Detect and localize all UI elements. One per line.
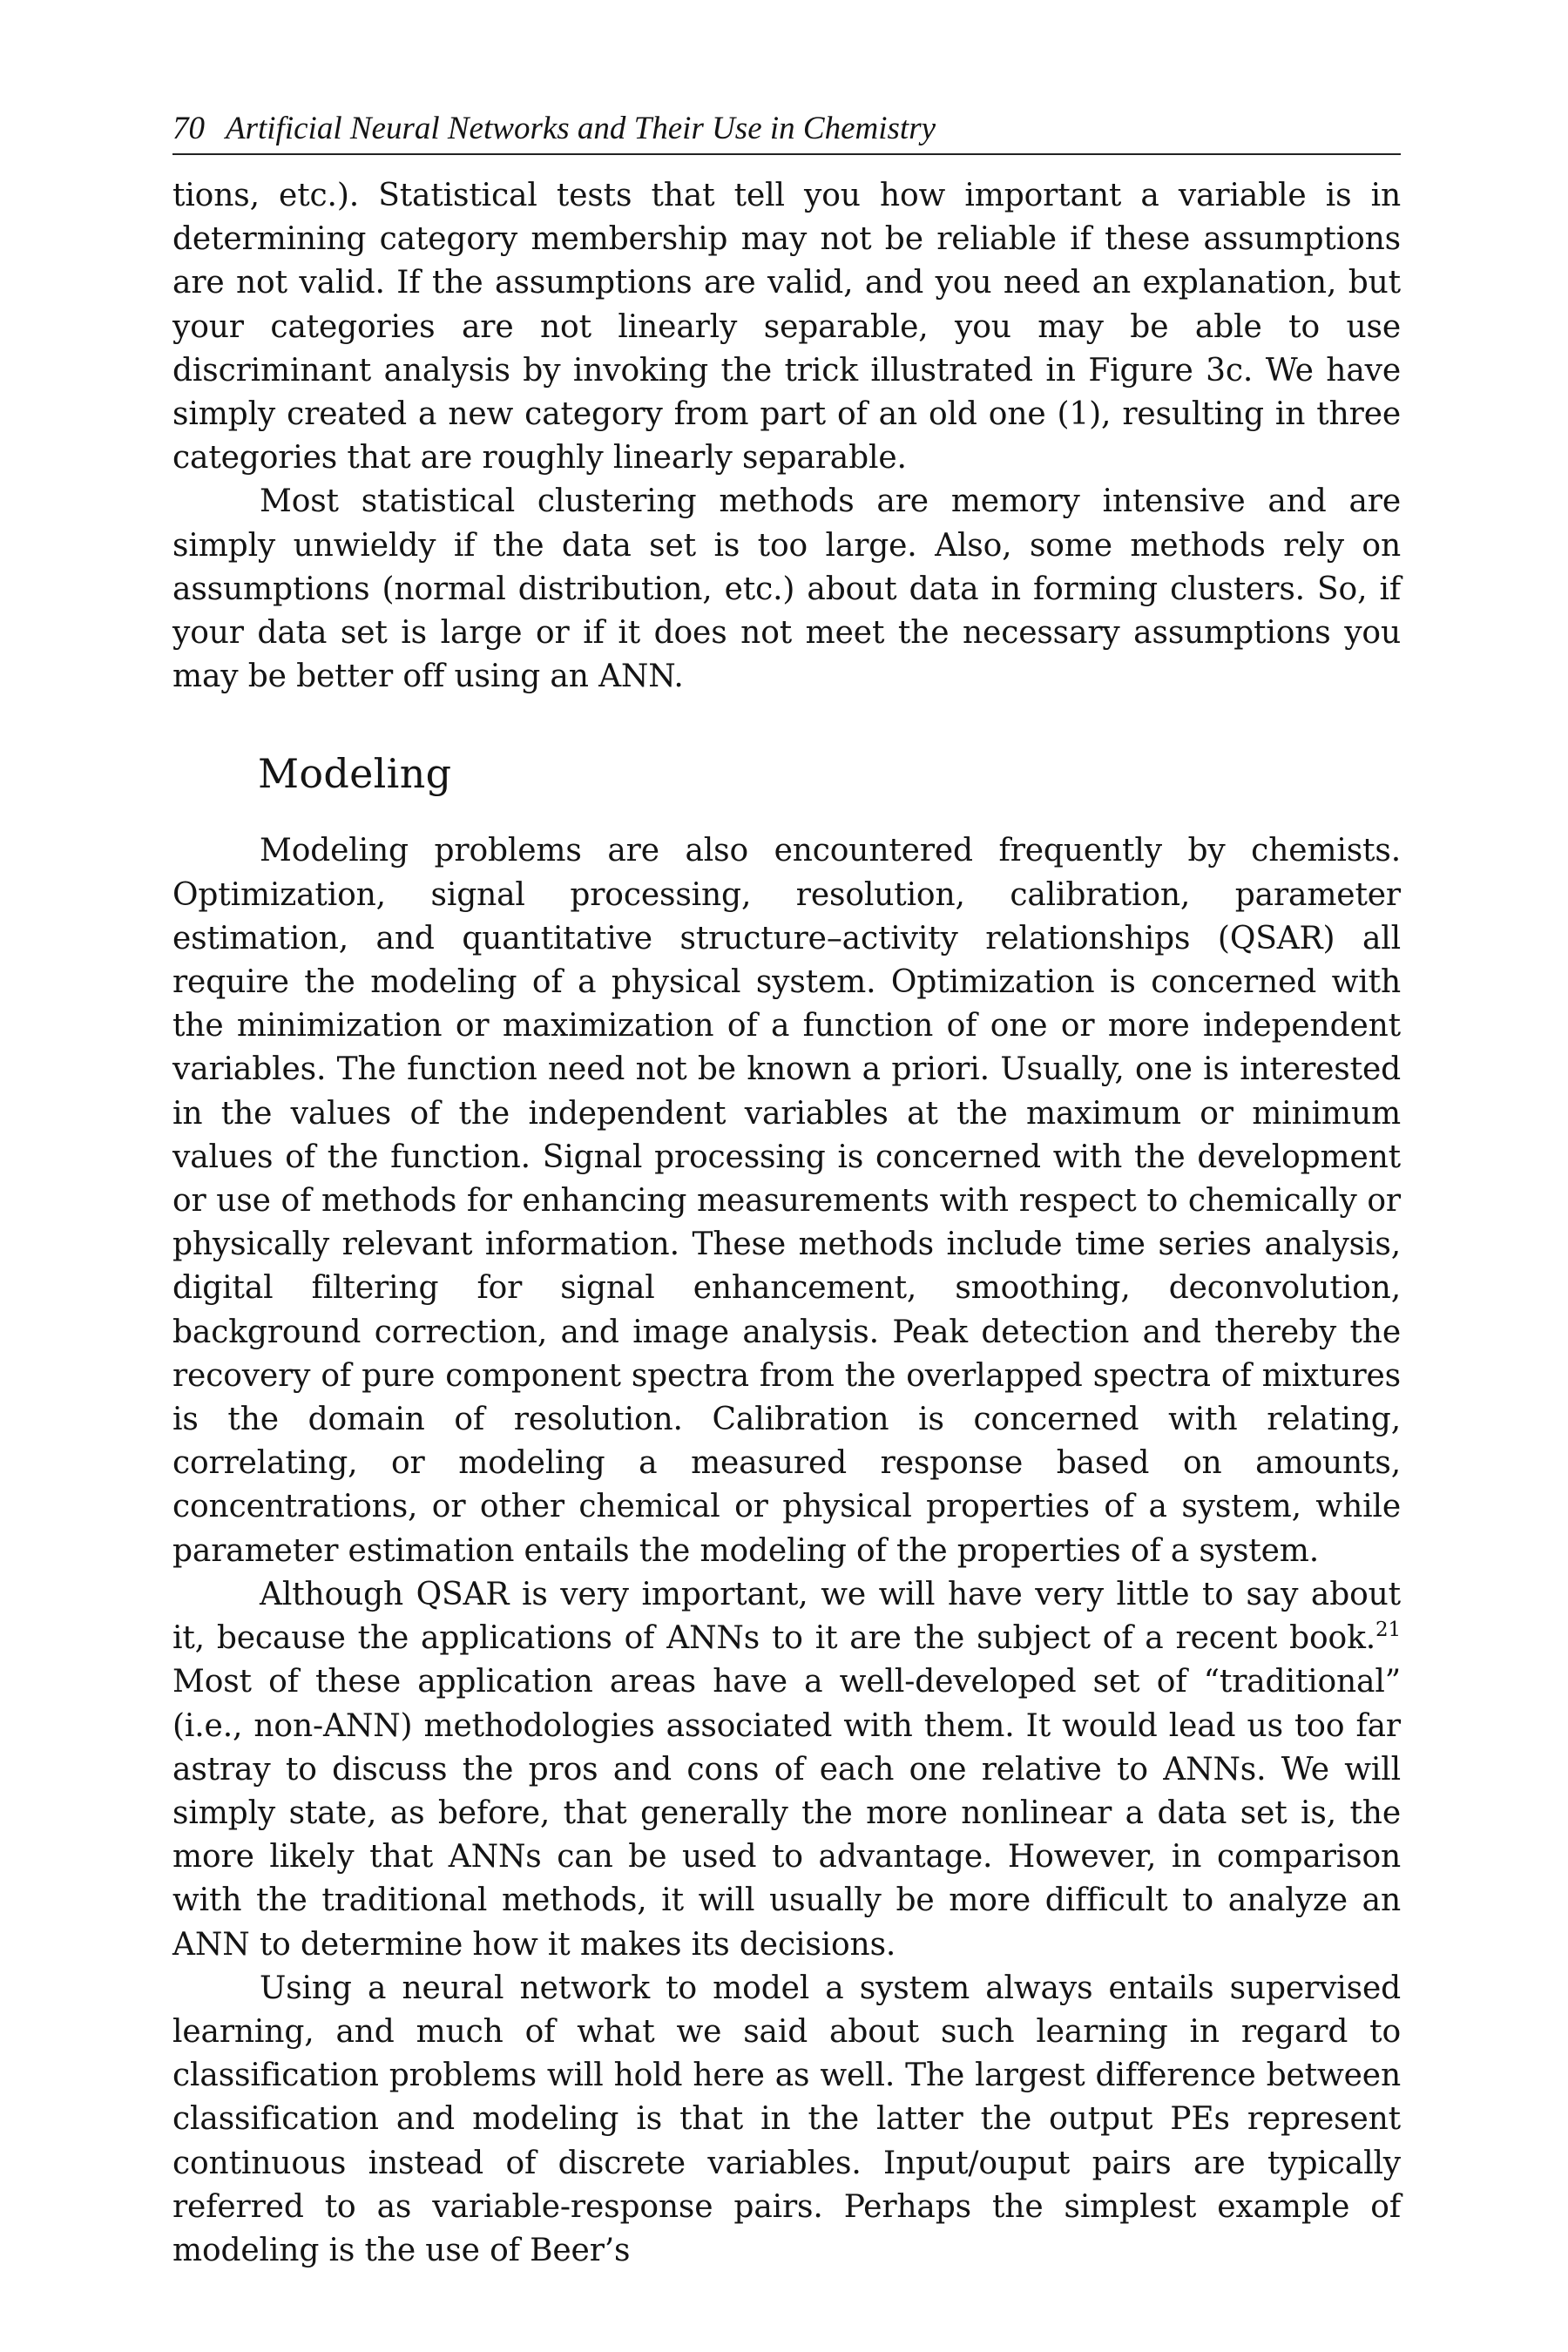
page-number: 70	[172, 111, 205, 146]
book-page	[172, 105, 1401, 2273]
body-paragraph-1: tions, etc.). Statistical tests that tell you how important a variable is in determining category membership may not be reliable if these assumptions are not valid. If the assumptions are valid, and you need an explanation, but your categories are not linearly separable, you may be able to use discriminant analysis by invoking the trick illustrated in Figure 3c. We have simply created a new category from part of an old one (1), resulting in three categories that are roughly linearly separable.	[172, 178, 1401, 476]
paragraph-4-text-end: Most of these application areas have a well-developed set of “traditional” (i.e., non-ANN) methodologies associated with them. It would lead us too far astray to discuss the pros and cons of each one relative to ANNs. We will simply state, as before, that generally the more nonlinear a data set is, the more likely that ANNs can be used to advantage. However, in comparison with the traditional methods, it will usually be more difficult to analyze an ANN to determine how it makes its decisions.	[172, 1664, 1401, 1963]
body-paragraph-2: Most statistical clustering methods are memory intensive and are simply unwieldy if the data set is too large. Also, some methods rely on assumptions (normal distribution, etc.) about data in forming clusters. So, if your data set is large or if it does not meet the necessary assumptions you may be better off using an ANN.	[172, 483, 1401, 695]
body-paragraph-3: Modeling problems are also encountered frequently by chemists. Optimization, signal processing, resolution, calibration, parameter estimation, and quantitative structure–activity relationships (QSAR) all require the modeling of a physical system. Optimization is concerned with the minimization or maximization of a function of one or more independent variables. The function need not be known a priori. Usually, one is interested in the values of the independent variables at the maximum or minimum values of the function. Signal processing is concerned with the development or use of methods for enhancing measurements with respect to chemically or physically relevant information. These methods include time series analysis, digital filtering for signal enhancement, smoothing, deconvolution, background correction, and image analysis. Peak detection and thereby the recovery of pure component spectra from the overlapped spectra of mixtures is the domain of resolution. Calibration is concerned with relating, correlating, or modeling a measured response based on amounts, concentrations, or other chemical or physical properties of a system, while parameter estimation entails the modeling of the properties of a system.	[172, 833, 1401, 1569]
reference-superscript: 21	[1375, 1619, 1401, 1642]
running-title: Artificial Neural Networks and Their Use in Chemistry	[226, 111, 936, 146]
paragraph-4-text-start: Although QSAR is very important, we will have very little to say about it, because the applications of ANNs to it are the subject of a recent book.	[172, 1576, 1401, 1657]
running-header	[172, 105, 1401, 155]
section-heading-modeling: Modeling	[258, 750, 452, 798]
body-paragraph-4	[172, 1573, 1401, 1967]
body-paragraph-5: Using a neural network to model a system always entails supervised learning, and much of what we said about such learning in regard to classification problems will hold here as well. The largest difference between classification and modeling is that in the latter the output PEs represent continuous instead of discrete variables. Input/ouput pairs are typically referred to as variable-response pairs. Perhaps the simplest example of modeling is the use of Beer’s	[172, 1970, 1401, 2268]
